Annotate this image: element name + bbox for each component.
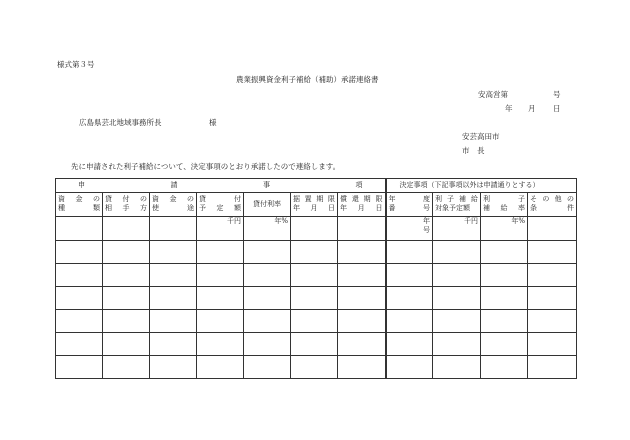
cell[interactable] xyxy=(197,264,244,287)
cell[interactable] xyxy=(481,310,528,333)
cell[interactable] xyxy=(103,264,150,287)
intro-text: 先に申請された利子補給について、決定事項のとおり承諾したので連絡します。 xyxy=(71,162,341,171)
cell[interactable] xyxy=(528,241,577,264)
cell[interactable] xyxy=(150,356,197,379)
cell[interactable] xyxy=(528,310,577,333)
col-other-conditions: そ の 他 の 条 件 xyxy=(528,193,577,217)
unit-annual-percent[interactable]: 年% xyxy=(481,217,528,241)
col-borrower: 貸 付 の 相 手 方 xyxy=(103,193,150,217)
col-subsidy-target: 利 子 補 給 対象予定額 xyxy=(433,193,481,217)
cell[interactable] xyxy=(338,356,386,379)
cell[interactable] xyxy=(103,287,150,310)
table-row xyxy=(56,333,577,356)
application-table xyxy=(55,178,577,379)
col-fund-use: 資 金 の 使 途 xyxy=(150,193,197,217)
table-row-first xyxy=(56,217,577,241)
table-row xyxy=(56,241,577,264)
cell[interactable] xyxy=(103,310,150,333)
cell[interactable] xyxy=(150,333,197,356)
cell[interactable] xyxy=(481,241,528,264)
group-header-decision: 決定事項（下記事項以外は申請通りとする） xyxy=(386,179,577,193)
unit-thousand-yen[interactable]: 千円 xyxy=(433,217,481,241)
unit-annual-percent[interactable]: 年% xyxy=(244,217,291,241)
table-row xyxy=(56,356,577,379)
cell[interactable] xyxy=(291,241,338,264)
cell[interactable] xyxy=(433,333,481,356)
table-row xyxy=(56,264,577,287)
cell[interactable] xyxy=(244,241,291,264)
cell[interactable] xyxy=(386,287,433,310)
cell[interactable] xyxy=(150,310,197,333)
cell[interactable] xyxy=(481,356,528,379)
cell[interactable] xyxy=(433,356,481,379)
cell[interactable] xyxy=(103,356,150,379)
table-row xyxy=(56,310,577,333)
cell[interactable] xyxy=(244,310,291,333)
cell[interactable] xyxy=(386,333,433,356)
cell[interactable] xyxy=(481,333,528,356)
empty-rows xyxy=(56,241,577,379)
cell[interactable] xyxy=(481,264,528,287)
cell[interactable] xyxy=(244,287,291,310)
date-month: 月 xyxy=(528,104,536,113)
cell[interactable] xyxy=(103,217,150,241)
cell[interactable] xyxy=(150,241,197,264)
addressee: 広島県芸北地域事務所長 xyxy=(79,118,162,127)
cell[interactable] xyxy=(291,264,338,287)
col-repayment-deadline: 償 還 期 限 年 月 日 xyxy=(338,193,386,217)
cell[interactable] xyxy=(150,287,197,310)
cell[interactable] xyxy=(244,356,291,379)
sender-title: 市 長 xyxy=(462,146,485,155)
cell[interactable] xyxy=(386,264,433,287)
cell[interactable] xyxy=(197,310,244,333)
cell[interactable] xyxy=(244,333,291,356)
col-loan-amount: 貸 付 予 定 額 xyxy=(197,193,244,217)
date-day: 日 xyxy=(553,104,561,113)
cell[interactable] xyxy=(338,333,386,356)
cell[interactable] xyxy=(56,333,103,356)
cell[interactable] xyxy=(386,356,433,379)
cell[interactable] xyxy=(528,264,577,287)
table-row xyxy=(56,287,577,310)
cell[interactable] xyxy=(528,356,577,379)
cell[interactable] xyxy=(56,310,103,333)
cell[interactable] xyxy=(103,241,150,264)
cell[interactable] xyxy=(386,310,433,333)
cell[interactable] xyxy=(150,217,197,241)
cell[interactable] xyxy=(291,287,338,310)
cell[interactable] xyxy=(197,333,244,356)
form-number: 様式第３号 xyxy=(57,60,95,69)
cell[interactable] xyxy=(528,333,577,356)
document-title: 農業振興資金利子補給（補助）承諾連絡書 xyxy=(236,75,379,84)
cell[interactable] xyxy=(291,356,338,379)
cell[interactable] xyxy=(197,356,244,379)
cell[interactable] xyxy=(338,310,386,333)
cell[interactable] xyxy=(528,287,577,310)
sender-org: 安芸高田市 xyxy=(462,132,500,141)
cell[interactable] xyxy=(56,241,103,264)
honorific: 様 xyxy=(209,118,217,127)
cell[interactable] xyxy=(433,264,481,287)
cell[interactable] xyxy=(386,241,433,264)
col-grace-deadline: 据 置 期 限 年 月 日 xyxy=(291,193,338,217)
cell[interactable] xyxy=(103,333,150,356)
cell[interactable] xyxy=(433,310,481,333)
cell[interactable] xyxy=(481,287,528,310)
unit-thousand-yen[interactable]: 千円 xyxy=(197,217,244,241)
cell[interactable] xyxy=(338,241,386,264)
cell[interactable] xyxy=(338,264,386,287)
cell[interactable] xyxy=(291,310,338,333)
cell[interactable] xyxy=(433,241,481,264)
cell[interactable] xyxy=(56,356,103,379)
cell[interactable] xyxy=(291,333,338,356)
col-subsidy-rate: 利 子 補 給 率 xyxy=(481,193,528,217)
col-fiscal-year-number: 年 度 番 号 xyxy=(386,193,433,217)
cell[interactable] xyxy=(291,217,338,241)
date-year: 年 xyxy=(505,104,513,113)
doc-number-suffix: 号 xyxy=(553,90,561,99)
cell[interactable] xyxy=(197,287,244,310)
column-header-row xyxy=(56,193,577,217)
cell[interactable] xyxy=(338,217,386,241)
cell[interactable] xyxy=(244,264,291,287)
unit-year-number[interactable]: 年 号 xyxy=(386,217,433,241)
cell[interactable] xyxy=(528,217,577,241)
cell[interactable] xyxy=(150,264,197,287)
cell[interactable] xyxy=(338,287,386,310)
col-fund-type: 資 金 の 種 類 xyxy=(56,193,103,217)
cell[interactable] xyxy=(56,217,103,241)
group-header-application: 申 請 事 項 xyxy=(56,179,386,193)
cell[interactable] xyxy=(56,264,103,287)
cell[interactable] xyxy=(56,287,103,310)
doc-number-prefix: 安高営第 xyxy=(478,90,508,99)
col-loan-rate: 貸付利率 xyxy=(244,193,291,217)
cell[interactable] xyxy=(433,287,481,310)
cell[interactable] xyxy=(197,241,244,264)
